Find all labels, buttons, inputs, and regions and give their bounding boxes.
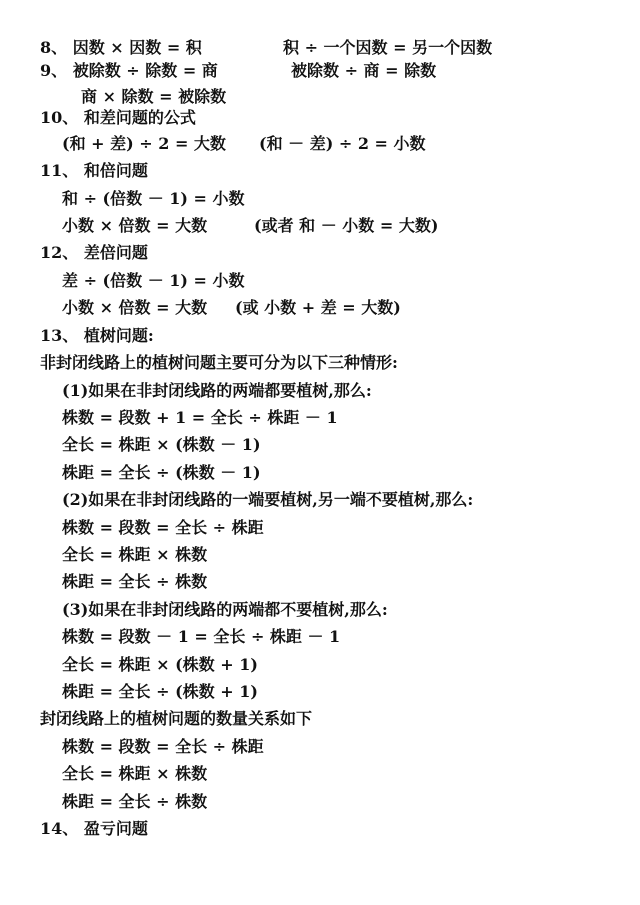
- section-title-11: 11、 和倍问题: [40, 161, 148, 180]
- formula-line-9a: 9、 被除数 ÷ 除数 = 商: [40, 61, 218, 80]
- formula-line-12a: 差 ÷ (倍数 － 1) = 小数: [62, 271, 245, 290]
- section-title-12: 12、 差倍问题: [40, 243, 148, 262]
- formula-line-13d: 全长 = 株距 × (株数 － 1): [62, 435, 261, 454]
- formula-line-11b: 小数 × 倍数 = 大数: [62, 216, 208, 235]
- formula-line-13l: 全长 = 株距 × (株数 + 1): [62, 655, 258, 674]
- section-title-13: 13、 植树问题:: [40, 326, 154, 345]
- formula-line-10a: (和 + 差) ÷ 2 = 大数: [62, 134, 226, 153]
- formula-line-13g: 株数 = 段数 = 全长 ÷ 株距: [62, 518, 264, 537]
- section-title-14: 14、 盈亏问题: [40, 819, 148, 838]
- formula-line-13q: 株距 = 全长 ÷ 株数: [62, 792, 208, 811]
- paragraph-13n: 封闭线路上的植树问题的数量关系如下: [40, 709, 313, 728]
- case-heading-3: (3)如果在非封闭线路的两端都不要植树,那么:: [62, 600, 388, 619]
- formula-line-13m: 株距 = 全长 ÷ (株数 + 1): [62, 682, 258, 701]
- case-heading-2: (2)如果在非封闭线路的一端要植树,另一端不要植树,那么:: [62, 490, 474, 509]
- formula-line-8b: 积 ÷ 一个因数 = 另一个因数: [283, 38, 493, 57]
- formula-line-12b: 小数 × 倍数 = 大数: [62, 298, 208, 317]
- formula-line-9c: 商 × 除数 = 被除数: [81, 87, 227, 106]
- formula-line-13c: 株数 = 段数 + 1 = 全长 ÷ 株距 － 1: [62, 408, 338, 427]
- section-title-10: 10、 和差问题的公式: [40, 108, 196, 127]
- formula-line-10b: (和 － 差) ÷ 2 = 小数: [259, 134, 426, 153]
- formula-line-8a: 8、 因数 × 因数 = 积: [40, 38, 202, 57]
- formula-line-9b: 被除数 ÷ 商 = 除数: [291, 61, 437, 80]
- formula-line-13i: 株距 = 全长 ÷ 株数: [62, 572, 208, 591]
- formula-line-11a: 和 ÷ (倍数 － 1) = 小数: [62, 189, 245, 208]
- formula-line-13o: 株数 = 段数 = 全长 ÷ 株距: [62, 737, 264, 756]
- formula-line-13e: 株距 = 全长 ÷ (株数 － 1): [62, 463, 261, 482]
- formula-line-12c: (或 小数 + 差 = 大数): [235, 298, 401, 317]
- formula-line-11c: (或者 和 － 小数 = 大数): [254, 216, 439, 235]
- case-heading-1: (1)如果在非封闭线路的两端都要植树,那么:: [62, 381, 372, 400]
- formula-line-13p: 全长 = 株距 × 株数: [62, 764, 208, 783]
- formula-line-13h: 全长 = 株距 × 株数: [62, 545, 208, 564]
- paragraph-13a: 非封闭线路上的植树问题主要可分为以下三种情形:: [40, 353, 398, 372]
- formula-line-13k: 株数 = 段数 － 1 = 全长 ÷ 株距 － 1: [62, 627, 341, 646]
